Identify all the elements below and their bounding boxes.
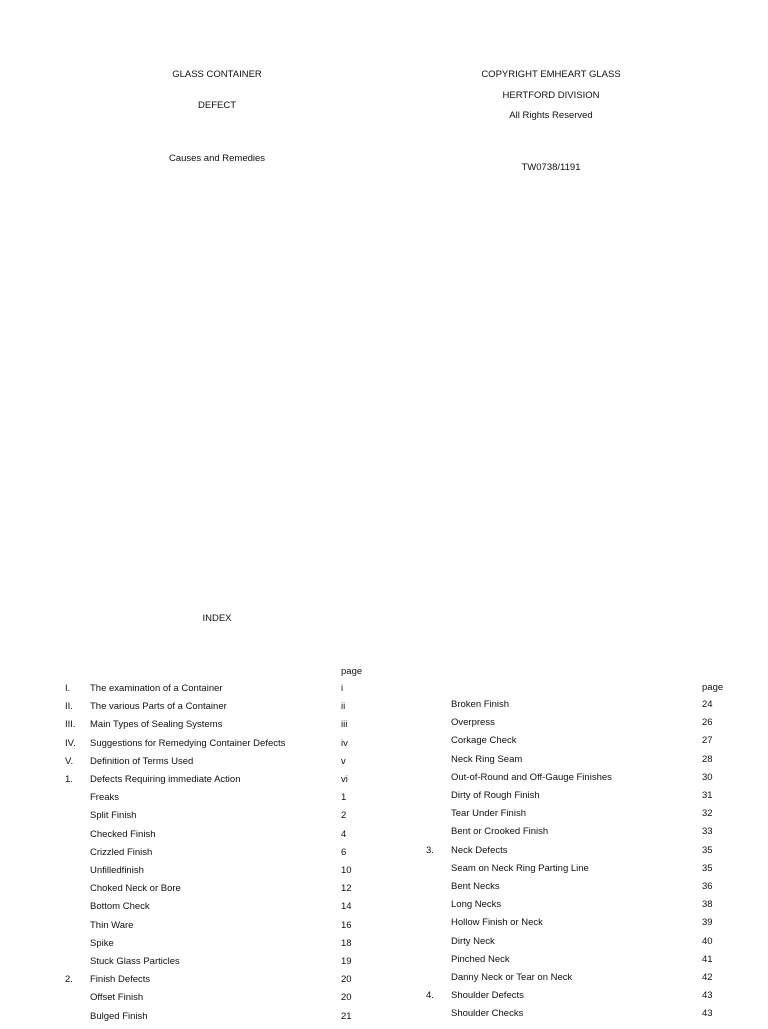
- entry-page: i: [341, 683, 344, 694]
- entry-page: 38: [702, 899, 713, 911]
- entry-title: Stuck Glass Particles: [90, 956, 180, 967]
- entry-page: vi: [341, 774, 348, 785]
- entry-page: 30: [702, 771, 713, 783]
- entry-number: III.: [65, 719, 76, 731]
- entry-number: IV.: [65, 737, 76, 749]
- doc-description: Causes and Remedies: [168, 153, 266, 164]
- index-entry: [0, 972, 768, 990]
- left-page-header: page: [341, 666, 363, 677]
- entry-number: I.: [65, 683, 71, 694]
- entry-title: Dirty Neck: [451, 935, 495, 947]
- entry-title: Choked Neck or Bore: [90, 883, 181, 895]
- entry-title: Neck Ring Seam: [451, 753, 523, 765]
- index-entry: [0, 772, 768, 790]
- entry-page: 28: [702, 753, 713, 765]
- entry-page: 32: [702, 808, 713, 820]
- entry-page: 18: [341, 937, 352, 949]
- entry-title: Broken Finish: [451, 699, 510, 710]
- index-entry: [0, 826, 768, 844]
- index-entry: [0, 754, 768, 772]
- entry-page: 20: [341, 992, 352, 1004]
- right-page-header: page: [702, 682, 724, 693]
- entry-page: 31: [702, 790, 713, 801]
- entry-number: II.: [65, 701, 73, 713]
- entry-title: Shoulder Checks: [451, 1008, 524, 1020]
- entry-title: Long Necks: [451, 899, 502, 911]
- index-entry: [0, 954, 768, 972]
- index-entry: [0, 790, 768, 808]
- entry-page: 35: [702, 844, 713, 856]
- entry-title: Checked Finish: [90, 828, 156, 840]
- entry-page: v: [341, 755, 346, 767]
- entry-page: 4: [341, 828, 347, 840]
- entry-page: 24: [702, 699, 713, 710]
- copyright-line: COPYRIGHT EMHEART GLASS: [481, 69, 621, 80]
- index-entry: [0, 881, 768, 899]
- index-entry: [0, 936, 768, 954]
- entry-title: Defects Requiring immediate Action: [90, 774, 241, 785]
- entry-title: Danny Neck or Tear on Neck: [451, 972, 573, 983]
- entry-page: 12: [341, 883, 352, 895]
- entry-title: Suggestions for Remedying Container Defects: [90, 737, 286, 749]
- entry-title: Unfilledfinish: [90, 865, 144, 876]
- entry-page: 16: [341, 919, 352, 931]
- rights-line: All Rights Reserved: [509, 110, 593, 121]
- index-entry: [0, 990, 768, 1008]
- doc-subtitle: DEFECT: [198, 100, 236, 111]
- entry-page: iv: [341, 737, 348, 749]
- index-entry: [0, 917, 768, 935]
- entry-page: 2: [341, 810, 347, 822]
- entry-title: Shoulder Defects: [451, 990, 524, 1002]
- entry-page: 35: [702, 862, 713, 874]
- index-entry: [0, 717, 768, 735]
- entry-title: Main Types of Sealing Systems: [90, 719, 223, 731]
- entry-title: Corkage Check: [451, 735, 517, 747]
- entry-page: 42: [702, 972, 713, 983]
- entry-page: 27: [702, 735, 713, 747]
- index-entry: [0, 845, 768, 863]
- index-entry: [0, 899, 768, 917]
- entry-page: 40: [702, 935, 713, 947]
- entry-number: 4.: [426, 990, 434, 1002]
- entry-title: Freaks: [90, 792, 120, 804]
- entry-page: ii: [341, 701, 346, 713]
- entry-title: Offset Finish: [90, 992, 144, 1004]
- entry-title: Definition of Terms Used: [90, 755, 194, 767]
- entry-title: Bulged Finish: [90, 1010, 148, 1022]
- entry-title: Pinched Neck: [451, 953, 510, 965]
- entry-page: 6: [341, 846, 347, 858]
- entry-title: Finish Defects: [90, 974, 151, 986]
- entry-title: Hollow Finish or Neck: [451, 917, 543, 929]
- entry-title: Overpress: [451, 717, 495, 729]
- entry-title: Spike: [90, 937, 114, 949]
- entry-title: Split Finish: [90, 810, 137, 822]
- entry-title: Seam on Neck Ring Parting Line: [451, 862, 589, 874]
- entry-title: Bent Necks: [451, 881, 500, 892]
- entry-title: The various Parts of a Container: [90, 701, 227, 713]
- entry-page: 39: [702, 917, 713, 929]
- entry-title: Bent or Crooked Finish: [451, 826, 549, 838]
- index-entry: [0, 735, 768, 753]
- entry-page: 26: [702, 717, 713, 729]
- entry-number: 3.: [426, 844, 434, 856]
- entry-page: iii: [341, 719, 348, 731]
- division-line: HERTFORD DIVISION: [502, 90, 600, 101]
- index-entry: [0, 863, 768, 881]
- entry-title: The examination of a Container: [90, 683, 223, 694]
- entry-page: 41: [702, 953, 713, 965]
- entry-page: 21: [341, 1010, 352, 1022]
- doc-title: GLASS CONTAINER: [172, 69, 262, 80]
- index-entry: [0, 699, 768, 717]
- entry-title: Bottom Check: [90, 901, 150, 913]
- doc-code: TW0738/1191: [521, 162, 581, 173]
- entry-title: Tear Under Finish: [451, 808, 526, 820]
- entry-page: 20: [341, 974, 352, 986]
- entry-page: 43: [702, 990, 713, 1002]
- entry-title: Out-of-Round and Off-Gauge Finishes: [451, 771, 612, 783]
- entry-page: 1: [341, 792, 347, 804]
- entry-page: 19: [341, 956, 352, 967]
- entry-page: 36: [702, 881, 713, 892]
- entry-number: V.: [65, 755, 74, 767]
- entry-title: Crizzled Finish: [90, 846, 153, 858]
- index-entry: [0, 808, 768, 826]
- entry-title: Neck Defects: [451, 844, 508, 856]
- entry-title: Thin Ware: [90, 919, 134, 931]
- entry-number: 1.: [65, 774, 73, 785]
- entry-number: 2.: [65, 974, 73, 986]
- entry-page: 10: [341, 865, 352, 876]
- index-title: INDEX: [202, 613, 232, 624]
- entry-page: 14: [341, 901, 352, 913]
- entry-page: 43: [702, 1008, 713, 1020]
- entry-title: Dirty of Rough Finish: [451, 790, 540, 801]
- entry-page: 33: [702, 826, 713, 838]
